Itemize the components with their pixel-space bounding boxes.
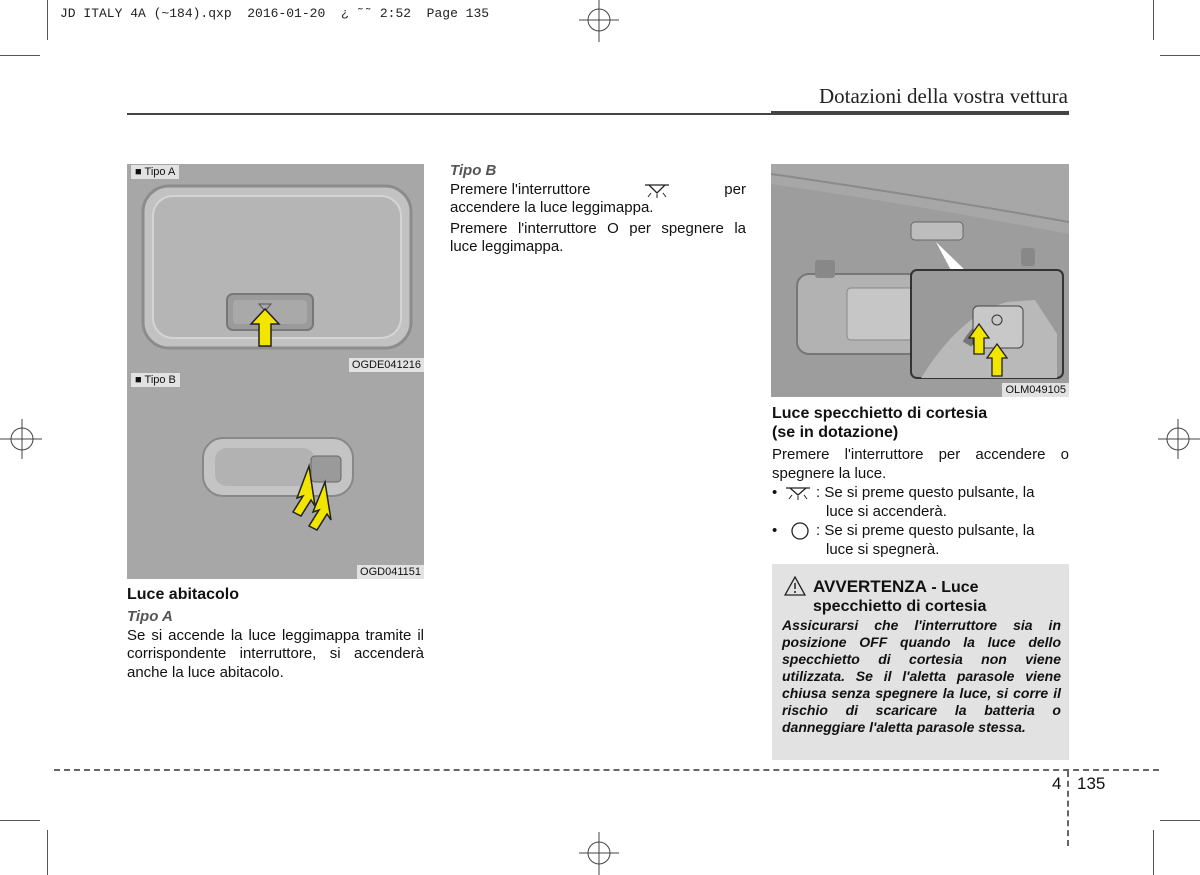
- middle-column-text: [450, 162, 746, 257]
- registration-mark-top: [575, 0, 625, 42]
- right-column-text: [772, 404, 1069, 559]
- figure-code: OGD041151: [357, 565, 424, 579]
- warning-body: Assicurarsi che l'interruttore sia in posizione OFF quando la luce dello specchietto di cortesia non viene utilizzata. Se il l'aletta parasole viene chiusa senza spegnere la luce, si corre il rischio di scaricare la batteria o danneggiare l'aletta parasole stessa.: [782, 617, 1061, 735]
- lamp-off-icon: [784, 522, 816, 540]
- sun-visor-illustration: [771, 164, 1069, 397]
- registration-mark-bottom: [575, 832, 625, 875]
- figure-tipo-a: [127, 164, 424, 372]
- bullet-text: : Se si preme questo pulsante, la: [816, 522, 1035, 539]
- heading-luce-abitacolo: Luce abitacolo: [127, 586, 240, 603]
- registration-mark-left: [0, 415, 42, 465]
- header-rule-accent: [771, 111, 1069, 115]
- paragraph-tipo-a: Se si accende la luce leggimappa tramite il corrispondente interruttore, si accenderà anche la luce abitacolo.: [127, 626, 424, 681]
- crop-mark: [1153, 0, 1154, 40]
- instruction-text: per: [724, 180, 746, 198]
- crop-mark: [1160, 820, 1200, 821]
- warning-subject-line2: specchietto di cortesia: [813, 598, 987, 615]
- heading-vanity-light: Luce specchietto di cortesia: [772, 405, 988, 422]
- instruction-text: accendere la luce leggimappa.: [450, 199, 654, 216]
- instruction-off-text: Premere l'interruttore O per spegnere la luce leggimappa.: [450, 219, 746, 255]
- crop-mark: [0, 820, 40, 821]
- registration-mark-right: [1158, 415, 1200, 465]
- figure-tag: ■ Tipo A: [131, 165, 179, 179]
- warning-subject: - Luce: [926, 579, 979, 596]
- crop-mark: [1153, 830, 1154, 875]
- subheading-tipo-b: Tipo B: [450, 162, 497, 179]
- bullet-text: luce si accenderà.: [826, 502, 947, 520]
- section-title: Dotazioni della vostra vettura: [819, 84, 1068, 108]
- lamp-on-icon: [784, 485, 816, 501]
- bullet-mark: •: [772, 484, 778, 501]
- warning-box: [772, 564, 1069, 760]
- figure-code: OGDE041216: [349, 358, 424, 372]
- figure-code: OLM049105: [1002, 383, 1069, 397]
- map-lamp-illustration: [127, 372, 424, 579]
- crop-mark: [47, 830, 48, 875]
- instruction-text: Premere l'interruttore: [450, 180, 591, 198]
- warning-label: AVVERTENZA: [813, 577, 927, 596]
- bullet-text: : Se si preme questo pulsante, la: [816, 484, 1035, 501]
- figure-vanity-mirror: [771, 164, 1069, 397]
- figure-tipo-b: [127, 372, 424, 579]
- warning-icon: [784, 576, 806, 601]
- crop-mark: [47, 0, 48, 40]
- paragraph-vanity: Premere l'interruttore per accendere o spegnere la luce.: [772, 446, 1069, 482]
- warning-title: [813, 577, 979, 597]
- bullet-on: [772, 484, 1069, 521]
- footer-dashed-divider: [1067, 771, 1069, 846]
- bullet-mark: •: [772, 522, 778, 539]
- footer-dashed-rule: [54, 769, 1159, 771]
- map-lamp-on-icon: [643, 182, 671, 198]
- overhead-lamp-illustration: [127, 164, 424, 372]
- crop-mark: [1160, 55, 1200, 56]
- crop-mark: [0, 55, 40, 56]
- bullet-off: [772, 522, 1069, 559]
- heading-optional: (se in dotazione): [772, 424, 899, 441]
- left-column-text: [127, 585, 424, 682]
- figure-tag: ■ Tipo B: [131, 373, 180, 387]
- chapter-number: 4: [1052, 774, 1062, 793]
- subheading-tipo-a: Tipo A: [127, 608, 173, 625]
- page-number: 135: [1077, 774, 1106, 793]
- bullet-text: luce si spegnerà.: [826, 540, 940, 558]
- print-slug: JD ITALY 4A (~184).qxp 2016-01-20 ¿ ˜˜ 2:52 Page 135: [60, 6, 490, 21]
